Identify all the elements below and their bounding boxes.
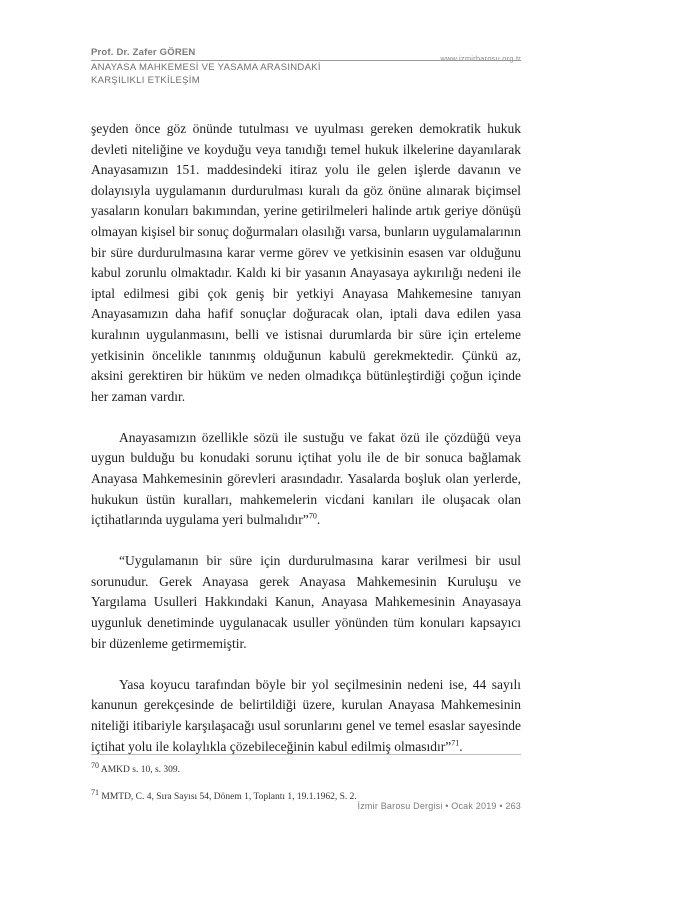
footnote-ref-70[interactable]: 70 [308,511,317,521]
footnote-text: MMTD, C. 4, Sıra Sayısı 54, Dönem 1, Toplantı 1, 19.1.1962, S. 2. [101,792,357,802]
footnote-text: AMKD s. 10, s. 309. [100,765,181,775]
paragraph-4: Yasa koyucu tarafından böyle bir yol seçilmesinin nedeni ise, 44 sayılı kanunun gerekçesinde de belirtildiği üzere, kurulan Anayasa Mahkemesinin niteliği itibariyle karşılaşacağı usul sorunlarını genel ve temel esaslar sayesinde içtihat yolu ile kolaylıkla çözebileceğinin kabul edilmiş olmasıdır”$^{71}$. [91,676,521,754]
page-footer [358,801,521,811]
author-name: Prof. Dr. Zafer GÖREN [91,47,196,58]
website-url[interactable]: www.izmirbarosu.org.tr [440,54,521,63]
body-text [91,119,521,778]
footnote-70 [91,760,521,777]
header-rule [91,60,521,61]
footnote-number: 71 [91,787,99,797]
paragraph-2: Anayasamızın özellikle sözü ile sustuğu ve fakat özü ile çözdüğü veya uygun bulduğu bu konudaki sorunu içtihat yolu ile de bir sonuca bağlamak Anayasa Mahkemesinin görevleri arasındadır. Yasalarda boşluk olan yerlerde, hukukun üstün kuralları, mahkemelerin vicdani kanıları ile oluşacak olan içtihatlarında uygulama yeri bulmalıdır”$^{70}$. [91,429,521,528]
article-title-line1: ANAYASA MAHKEMESİ VE YASAMA ARASINDAKİ [91,62,321,73]
footnote-ref-71[interactable]: 71 [451,738,460,748]
paragraph-1: şeyden önce göz önünde tutulması ve uyulması gereken demokratik hukuk devleti niteliğine ve koyduğu veya tanıdığı temel hukuk ilkelerine dayanılarak Anayasamızın 151. maddesindeki itiraz yolu ile gelen işlerde davanın ve dolayısıyla uygulamanın durdurulması kuralı da göz önüne alınarak biçimsel yasaların konuları bakımından, yerine getirilmeleri halinde artık geriye dönüşü olmayan kişisel bir sonuç doğurmaları olasılığı varsa, bunların uygulamalarının bir süre durdurulmasına karar verme görev ve yetkisinin esasen var olduğunu kabul zorunlu olmaktadır. Kaldı ki bir yasanın Anayasaya aykırılığı nedeni ile iptal edilmesi gibi çok geniş bir yetkiyi Anayasa Mahkemesine tanıyan Anayasamızın daha hafif sonuçlar doğuracak olan, iptali dava edilen yasa kuralının uygulanmasını, belli ve istisnai durumlarda bir süre için erteleme yetkisinin öncelikle tanınmış olduğunun kabulü gerekmektedir. Çünkü az, aksini gerektiren bir hüküm ve neden olmadıkça bütünleştirdiği çoğun içinde her zaman vardır. [91,121,521,404]
paragraph-3: “Uygulamanın bir süre için durdurulmasına karar verilmesi bir usul sorunudur. Gerek Anayasa gerek Anayasa Mahkemesinin Kuruluşu ve Yargılama Usulleri Hakkındaki Kanun, Anayasa Mahkemesinin Anayasaya uygunluk denetiminde uygulanacak usuller yönünden tüm konuları kapsayıcı bir düzenleme getirmemiştir. [91,553,521,651]
page-number: 263 [505,801,521,811]
article-title-line2: KARŞILIKLI ETKİLEŞİM [91,75,200,86]
running-header [91,47,521,93]
journal-name: İzmir Barosu Dergisi • Ocak 2019 • [357,801,503,811]
footnote-separator [91,754,521,755]
footnote-number: 70 [91,760,99,770]
